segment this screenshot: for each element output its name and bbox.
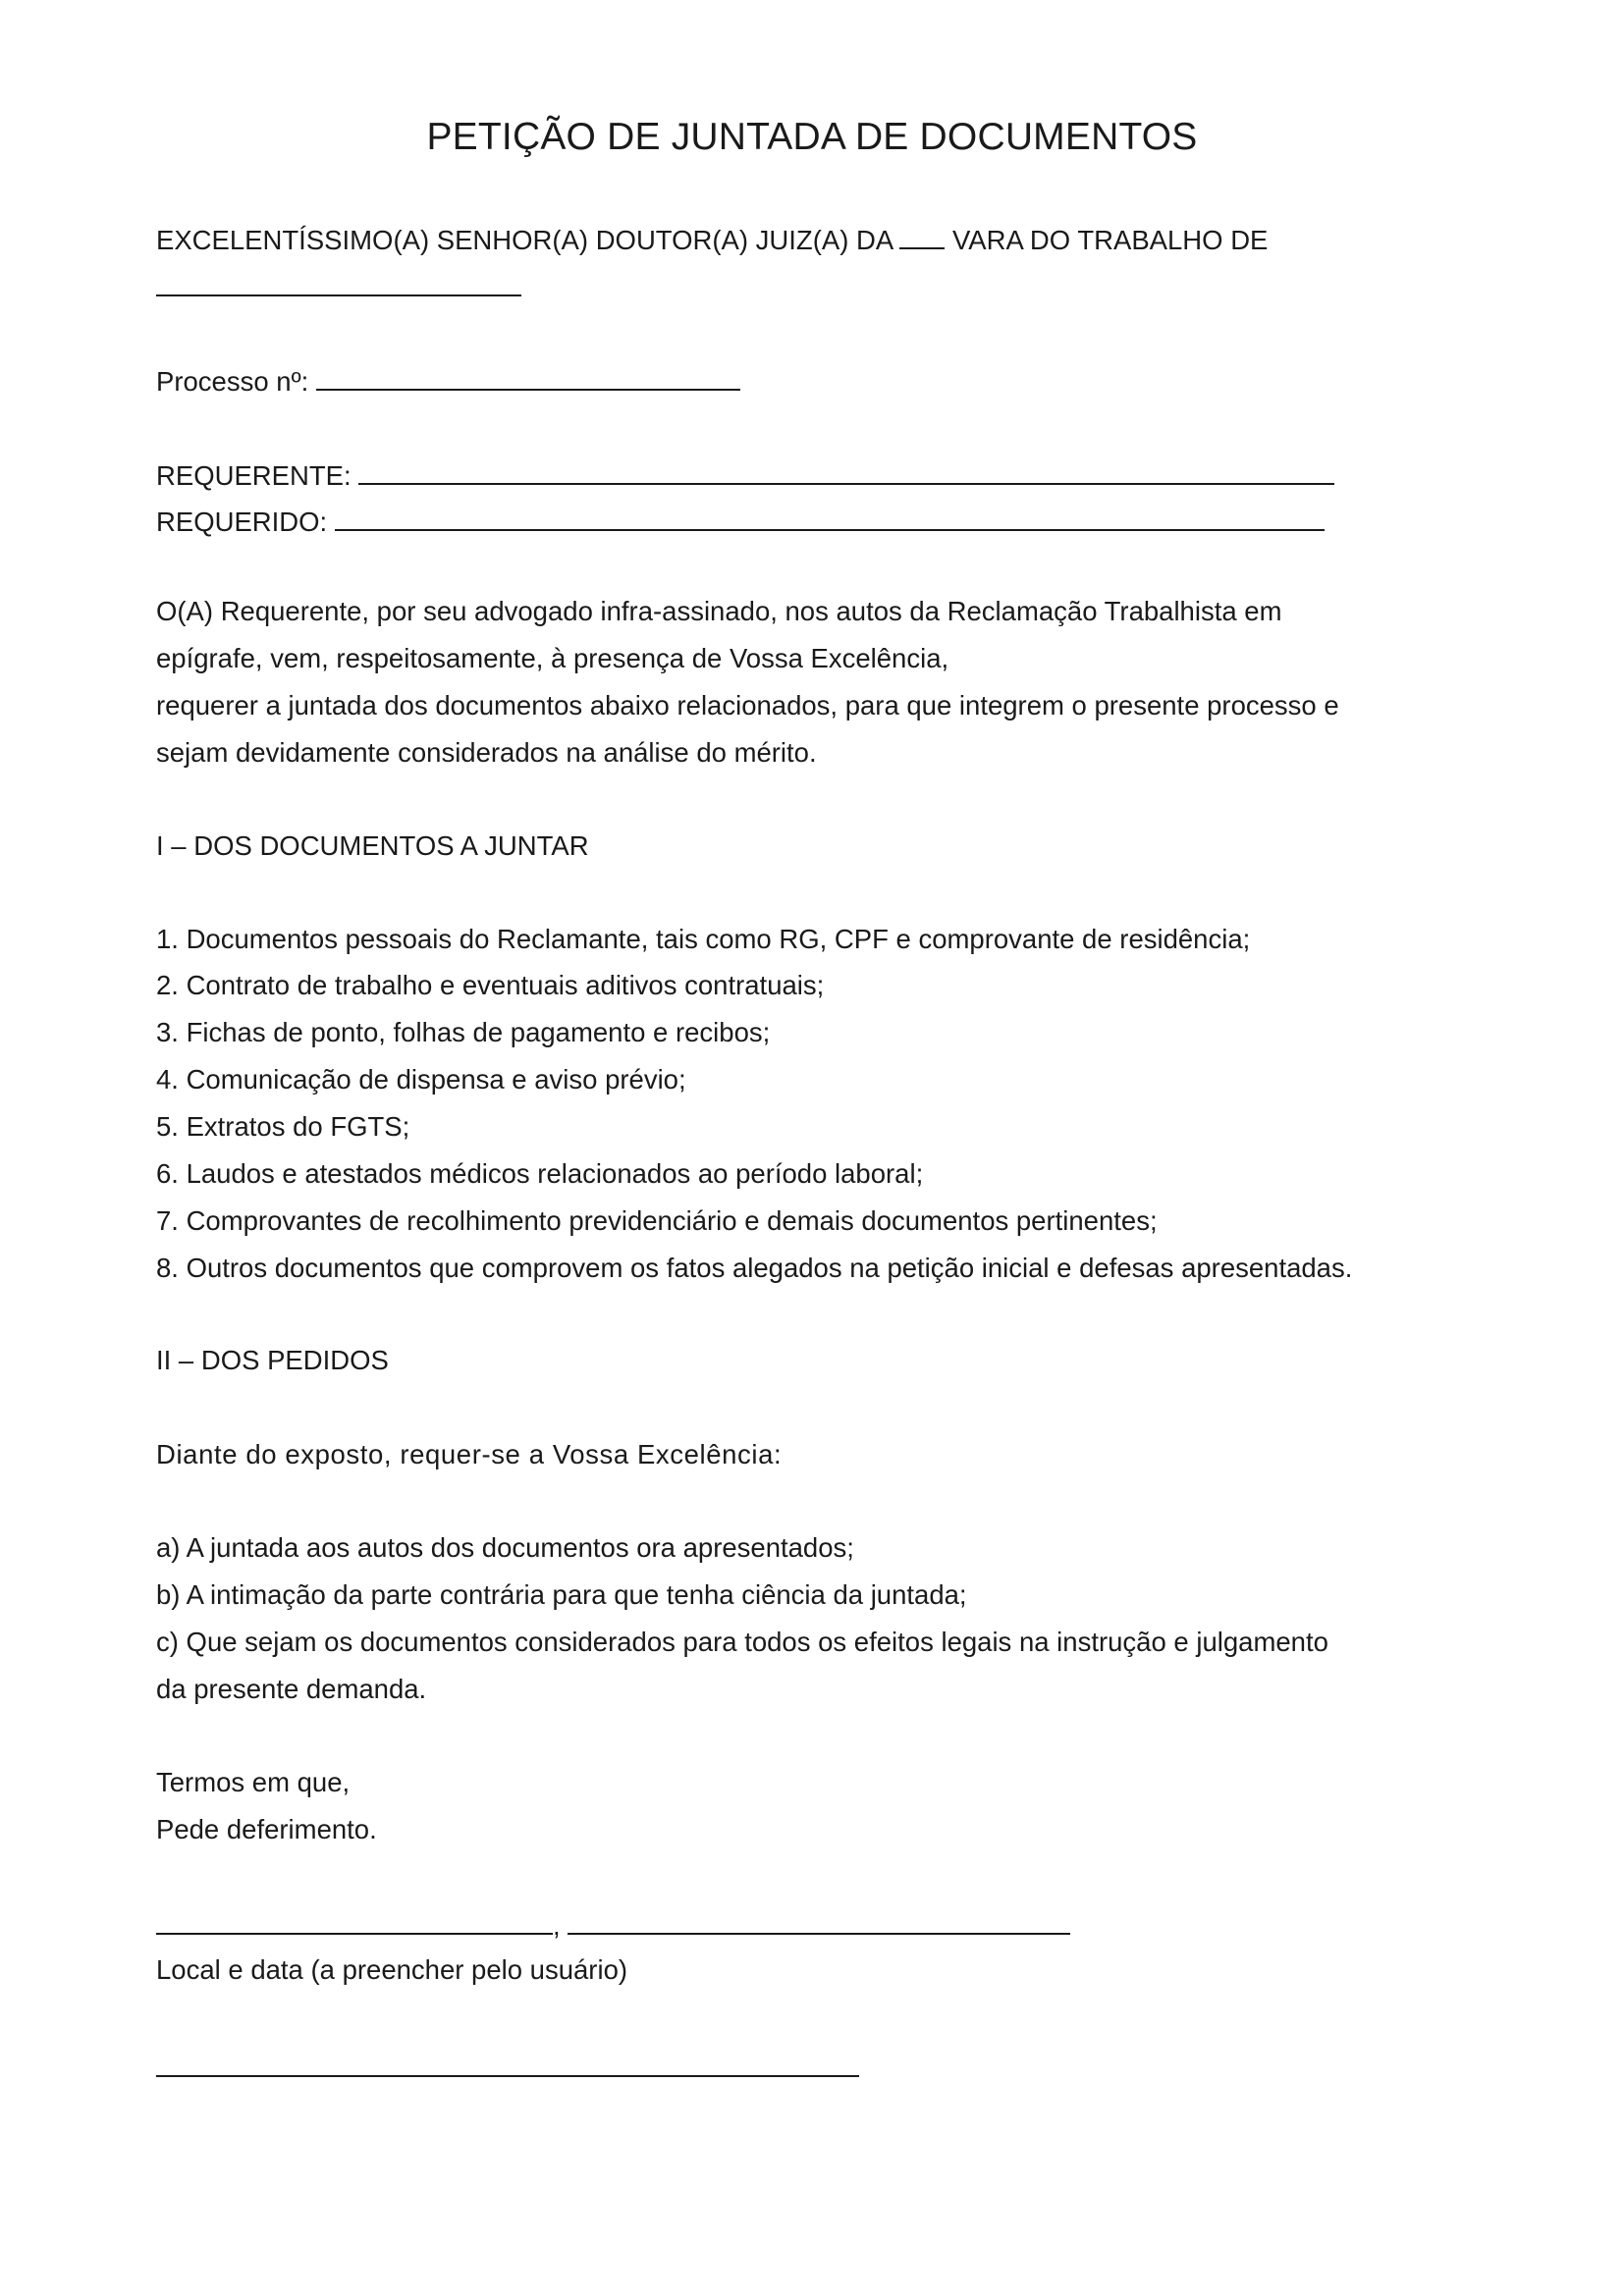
place-date-separator: ,: [553, 1910, 561, 1941]
document-list-item: 1. Documentos pessoais do Reclamante, tais como RG, CPF e comprovante de residência;: [156, 924, 1251, 954]
request-item: c) Que sejam os documentos considerados para todos os efeitos legais na instrução e julgamento: [156, 1627, 1328, 1657]
requerente-line: [156, 457, 1334, 493]
intro-line: O(A) Requerente, por seu advogado infra-assinado, nos autos da Reclamação Trabalhista em: [156, 596, 1282, 626]
vara-number-blank[interactable]: [899, 222, 945, 249]
request-item: a) A juntada aos autos dos documentos ora apresentados;: [156, 1532, 854, 1563]
document-list-item: 2. Contrato de trabalho e eventuais aditivos contratuais;: [156, 970, 825, 1000]
request-item: b) A intimação da parte contrária para que tenha ciência da juntada;: [156, 1579, 967, 1610]
document-list-item: 8. Outros documentos que comprovem os fatos alegados na petição inicial e defesas apresentadas.: [156, 1253, 1353, 1283]
requerido-blank[interactable]: [335, 504, 1325, 531]
section-heading-documents: I – DOS DOCUMENTOS A JUNTAR: [156, 830, 589, 861]
requests-lead: Diante do exposto, requer-se a Vossa Excelência:: [156, 1439, 783, 1469]
document-list-item: 4. Comunicação de dispensa e aviso prévio;: [156, 1064, 686, 1095]
addressee-prefix: EXCELENTÍSSIMO(A) SENHOR(A) DOUTOR(A) JUIZ(A) DA: [156, 225, 893, 255]
processo-number-blank[interactable]: [316, 363, 740, 391]
intro-line: sejam devidamente considerados na análise do mérito.: [156, 737, 817, 768]
requerente-label: REQUERENTE:: [156, 460, 352, 491]
intro-line: epígrafe, vem, respeitosamente, à presença de Vossa Excelência,: [156, 643, 949, 673]
place-date-line: [156, 1907, 1070, 1943]
request-item: da presente demanda.: [156, 1674, 427, 1704]
addressee-suffix: VARA DO TRABALHO DE: [951, 225, 1269, 255]
addressee-line: [156, 222, 1268, 257]
document-list-item: 6. Laudos e atestados médicos relacionados ao período laboral;: [156, 1158, 924, 1189]
processo-label: Processo nº:: [156, 366, 309, 397]
requerido-line: [156, 504, 1325, 539]
document-list-item: 7. Comprovantes de recolhimento previdenciário e demais documentos pertinentes;: [156, 1205, 1158, 1236]
requerido-label: REQUERIDO:: [156, 507, 328, 537]
closing-line: Termos em que,: [156, 1767, 351, 1797]
place-blank[interactable]: [156, 1907, 553, 1935]
document-list-item: 5. Extratos do FGTS;: [156, 1111, 410, 1142]
processo-line: [156, 363, 740, 399]
place-date-caption: Local e data (a preencher pelo usuário): [156, 1954, 628, 1985]
intro-line: requerer a juntada dos documentos abaixo relacionados, para que integrem o presente processo e: [156, 690, 1339, 721]
signature-line[interactable]: [156, 2075, 859, 2077]
date-blank[interactable]: [568, 1907, 1070, 1935]
section-heading-requests: II – DOS PEDIDOS: [156, 1345, 389, 1375]
requerente-blank[interactable]: [358, 457, 1334, 485]
vara-city-blank[interactable]: [156, 294, 521, 296]
document-list-item: 3. Fichas de ponto, folhas de pagamento e recibos;: [156, 1017, 771, 1047]
closing-line: Pede deferimento.: [156, 1814, 377, 1844]
document-title: PETIÇÃO DE JUNTADA DE DOCUMENTOS: [426, 116, 1198, 158]
